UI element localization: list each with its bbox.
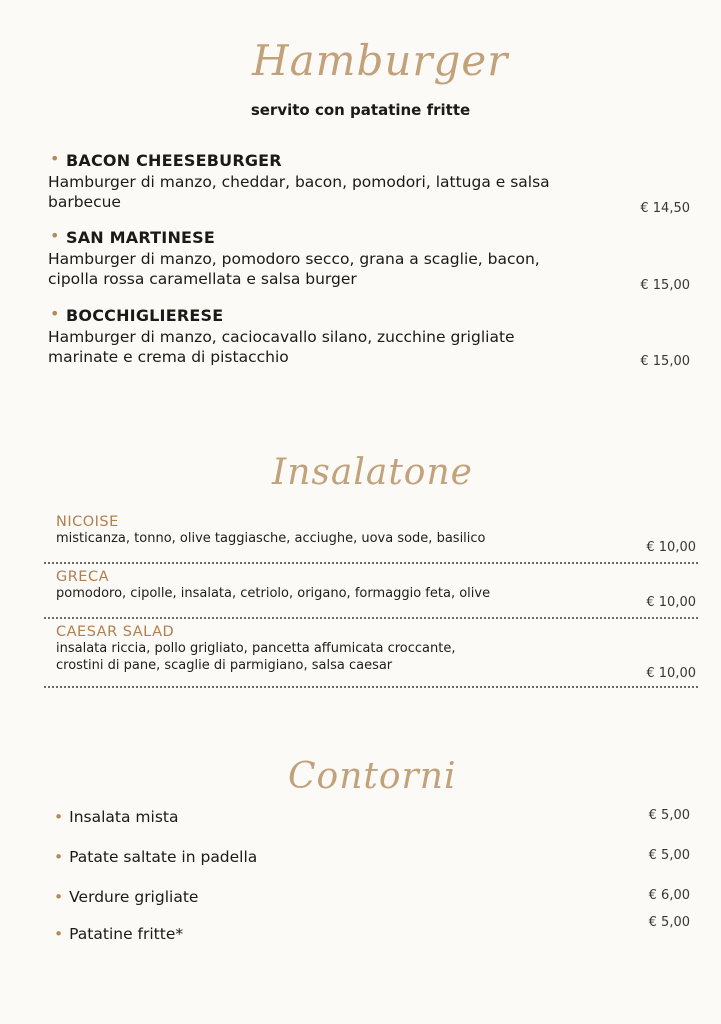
salad-item [56, 624, 698, 681]
burger-item-desc-line1: Hamburger di manzo, pomodoro secco, grana a scaglie, bacon, [48, 250, 540, 268]
bullet-dot-icon: • [50, 226, 60, 245]
burger-item-price: € 15,00 [640, 354, 690, 369]
burger-item-name: BOCCHIGLIERESE [66, 306, 224, 325]
salad-item-name: NICOISE [56, 514, 119, 530]
side-dish-name: Verdure grigliate [69, 888, 199, 906]
hamburger-subtitle: servito con patatine fritte [250, 101, 471, 119]
salad-item [56, 569, 698, 610]
side-dish-item [54, 808, 690, 826]
contorni-section-title: Contorni [288, 756, 457, 797]
burger-item-desc-line2: marinate e crema di pistacchio [48, 348, 289, 366]
burger-item [48, 306, 698, 367]
burger-item-price: € 14,50 [640, 201, 690, 216]
salad-item-desc-line1: misticanza, tonno, olive taggiasche, acciughe, uova sode, basilico [56, 531, 486, 546]
side-dish-name: Patatine fritte* [69, 925, 184, 943]
bullet-dot-icon: • [50, 149, 60, 168]
salad-item-desc-line1: pomodoro, cipolle, insalata, cetriolo, origano, formaggio feta, olive [56, 586, 491, 601]
side-dish-name: Insalata mista [69, 808, 179, 826]
salad-item-desc-line1: insalata riccia, pollo grigliato, pancetta affumicata croccante, [56, 641, 456, 656]
bullet-dot-icon: • [54, 925, 64, 943]
side-dish-price: € 5,00 [648, 848, 690, 863]
burger-item-name: BACON CHEESEBURGER [66, 151, 282, 170]
burger-item-desc-line1: Hamburger di manzo, cheddar, bacon, pomodori, lattuga e salsa [48, 173, 550, 191]
burger-item-name: SAN MARTINESE [66, 228, 216, 247]
bullet-dot-icon: • [54, 888, 64, 906]
insalatone-section-title: Insalatone [272, 452, 473, 493]
side-dish-price: € 5,00 [648, 915, 690, 930]
bullet-dot-icon: • [54, 808, 64, 826]
bullet-dot-icon: • [54, 848, 64, 866]
dotted-divider [44, 686, 698, 688]
salad-item-name: CAESAR SALAD [56, 624, 175, 640]
salad-item [56, 514, 698, 555]
salad-item-name: GRECA [56, 569, 110, 585]
salad-item-desc-line2: crostini di pane, scaglie di parmigiano, salsa caesar [56, 658, 393, 673]
salad-item-price: € 10,00 [646, 666, 696, 681]
burger-item [48, 226, 698, 293]
burger-item-desc-line2: barbecue [48, 193, 121, 211]
side-dish-name: Patate saltate in padella [69, 848, 258, 866]
bullet-dot-icon: • [50, 304, 60, 323]
salad-item-price: € 10,00 [646, 540, 696, 555]
side-dish-item [54, 888, 690, 906]
hamburger-section-title: Hamburger [252, 36, 509, 85]
burger-item-desc-line2: cipolla rossa caramellata e salsa burger [48, 270, 357, 288]
salad-item-price: € 10,00 [646, 595, 696, 610]
side-dish-price: € 6,00 [648, 888, 690, 903]
burger-item-desc-line1: Hamburger di manzo, caciocavallo silano, zucchine grigliate [48, 328, 515, 346]
burger-item [48, 149, 698, 216]
dotted-divider [44, 617, 698, 619]
burger-item-price: € 15,00 [640, 278, 690, 293]
dotted-divider [44, 562, 698, 564]
side-dish-item [54, 915, 690, 943]
side-dish-price: € 5,00 [648, 808, 690, 823]
side-dish-item [54, 848, 690, 866]
